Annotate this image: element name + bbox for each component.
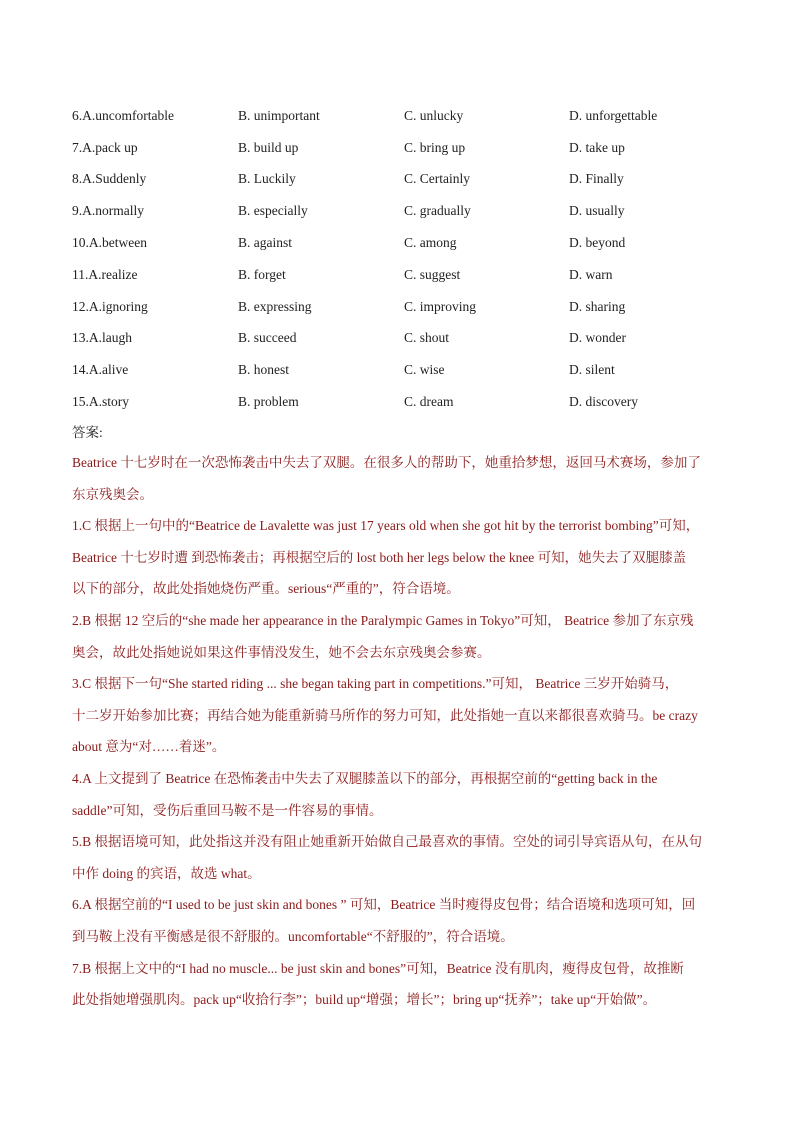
option-a: 6.A.uncomfortable	[72, 107, 174, 123]
option-b: B. Luckily	[238, 171, 296, 187]
answer-heading: 答案:	[72, 425, 103, 440]
option-b: B. especially	[238, 203, 308, 219]
option-c: C. suggest	[404, 266, 461, 282]
option-a: 13.A.laugh	[72, 330, 132, 346]
explanation-line: 以下的部分，故此处指她烧伤严重。serious“严重的”，符合语境。	[72, 581, 460, 597]
option-d: D. warn	[569, 266, 613, 282]
explanation-line: Beatrice 十七岁时遭 到恐怖袭击；再根据空后的 lost both her legs below the knee 可知，她失去了双腿膝盖	[72, 549, 687, 565]
options-table	[72, 100, 732, 418]
option-row	[72, 195, 732, 227]
option-c: C. gradually	[404, 203, 471, 219]
explanation-line: 奥会，故此处指她说如果这件事情没发生，她不会去东京残奥会参赛。	[72, 644, 491, 660]
explanation-line: 此处指她增强肌肉。pack up“收拾行李”；build up“增强；增长”；bring up“抚养”；take up“开始做”。	[72, 992, 657, 1008]
option-d: D. Finally	[569, 171, 624, 187]
option-row	[72, 259, 732, 291]
option-a: 10.A.between	[72, 235, 147, 251]
option-a: 7.A.pack up	[72, 139, 138, 155]
option-b: B. succeed	[238, 330, 297, 346]
option-d: D. take up	[569, 139, 625, 155]
explanation-line: 2.B 根据 12 空后的“she made her appearance in the Paralympic Games in Tokyo”可知， Beatrice 参加了东京残	[72, 612, 694, 628]
option-d: D. silent	[569, 362, 615, 378]
option-row	[72, 227, 732, 259]
option-a: 14.A.alive	[72, 362, 129, 378]
explanation-line: 3.C 根据下一句“She started riding ... she began taking part in competitions.”可知， Beatrice 三岁开始骑马，	[72, 676, 679, 692]
explanation-line: saddle”可知，受伤后重回马鞍不是一件容易的事情。	[72, 802, 383, 818]
option-d: D. unforgettable	[569, 107, 658, 123]
option-a: 9.A.normally	[72, 203, 144, 219]
option-c: C. unlucky	[404, 107, 464, 123]
option-a: 15.A.story	[72, 394, 129, 410]
explanation-line: 7.B 根据上文中的“I had no muscle... be just skin and bones”可知，Beatrice 没有肌肉，瘦得皮包骨，故推断	[72, 960, 684, 976]
explanation-line: 东京残奥会。	[72, 486, 153, 502]
option-b: B. build up	[238, 139, 299, 155]
option-c: C. Certainly	[404, 171, 470, 187]
option-d: D. sharing	[569, 298, 626, 314]
option-d: D. beyond	[569, 235, 626, 251]
option-row	[72, 323, 732, 355]
explanation-line: 1.C 根据上一句中的“Beatrice de Lavalette was just 17 years old when she got hit by the terrorist bombing”可知，	[72, 518, 700, 534]
explanation-line: 4.A 上文提到了 Beatrice 在恐怖袭击中失去了双腿膝盖以下的部分，再根据空前的“getting back in the	[72, 770, 658, 786]
option-row	[72, 354, 732, 386]
option-c: C. improving	[404, 298, 477, 314]
option-c: C. bring up	[404, 139, 466, 155]
option-b: B. unimportant	[238, 107, 320, 123]
option-c: C. dream	[404, 394, 454, 410]
option-c: C. wise	[404, 362, 445, 378]
option-c: C. shout	[404, 330, 450, 346]
option-row	[72, 291, 732, 323]
option-row	[72, 164, 732, 196]
option-b: B. against	[238, 235, 292, 251]
explanation-line: 5.B 根据语境可知，此处指这并没有阻止她重新开始做自己最喜欢的事情。空处的词引导宾语从句，在从句	[72, 834, 703, 850]
explanation-line: 十二岁开始参加比赛；再结合她为能重新骑马所作的努力可知，此处指她一直以来都很喜欢骑马。be crazy	[72, 707, 698, 723]
option-d: D. discovery	[569, 394, 638, 410]
explanation-line: Beatrice 十七岁时在一次恐怖袭击中失去了双腿。在很多人的帮助下，她重拾梦想，返回马术赛场，参加了	[72, 455, 701, 470]
option-b: B. honest	[238, 362, 290, 378]
option-row	[72, 132, 732, 164]
option-a: 12.A.ignoring	[72, 298, 148, 314]
option-d: D. usually	[569, 203, 625, 219]
option-a: 8.A.Suddenly	[72, 171, 147, 187]
explanation-line: about 意为“对……着迷”。	[72, 739, 226, 755]
option-d: D. wonder	[569, 330, 626, 346]
option-a: 11.A.realize	[72, 266, 138, 282]
explanation-line: 6.A 根据空前的“I used to be just skin and bones ” 可知，Beatrice 当时瘦得皮包骨；结合语境和选项可知，回	[72, 897, 696, 913]
option-b: B. forget	[238, 266, 286, 282]
explanation-line: 中作 doing 的宾语，故选 what。	[72, 865, 261, 881]
option-row	[72, 386, 732, 418]
option-c: C. among	[404, 235, 457, 251]
explanation-line: 到马鞍上没有平衡感是很不舒服的。uncomfortable“不舒服的”，符合语境。	[72, 928, 514, 944]
option-b: B. expressing	[238, 298, 312, 314]
answer-explanation	[72, 447, 724, 1016]
option-row	[72, 100, 732, 132]
option-b: B. problem	[238, 394, 299, 410]
